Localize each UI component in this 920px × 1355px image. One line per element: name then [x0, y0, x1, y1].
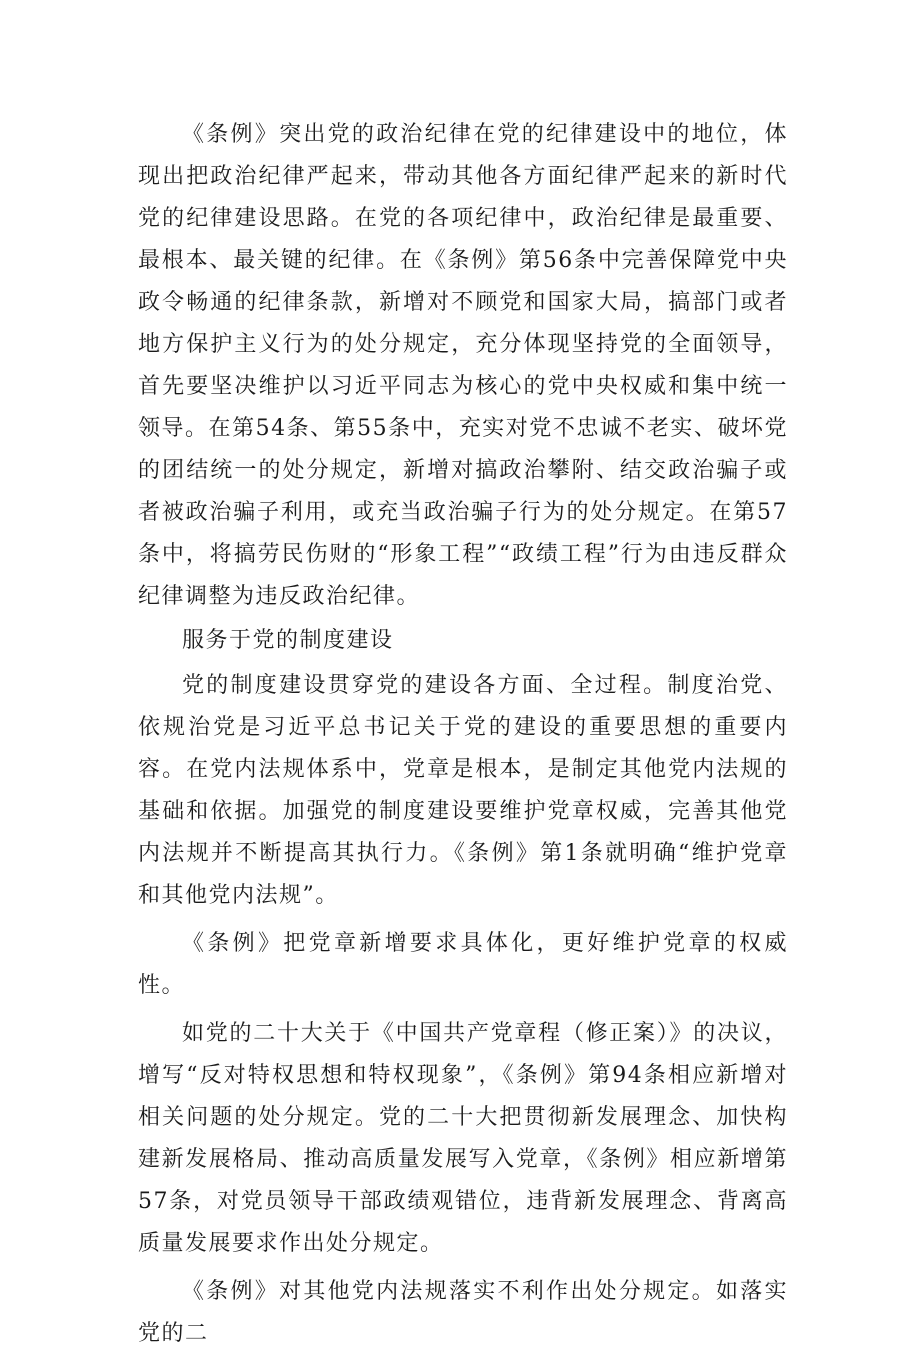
section-heading: 服务于党的制度建设 — [182, 628, 394, 653]
paragraph-other-regulations: 《条例》对其他党内法规落实不利作出处分规定。如落实党的二 — [138, 1279, 788, 1346]
paragraph-twentieth-congress: 如党的二十大关于《中国共产党章程（修正案）》的决议，增写“反对特权思想和特权现象”，《条例》第94条相应新增对相关问题的处分规定。党的二十大把贯彻新发展理念、加快构建新发展格局、推动高质量发展写入党章，《条例》相应新增第57条，对党员领导干部政绩观错位，违背新发展理念、背离高质量发展要求作出处分规定。 — [138, 1021, 788, 1256]
document-body — [138, 114, 788, 1355]
paragraph-party-constitution: 《条例》把党章新增要求具体化，更好维护党章的权威性。 — [138, 931, 788, 998]
paragraph-institution-building: 党的制度建设贯穿党的建设各方面、全过程。制度治党、依规治党是习近平总书记关于党的建设的重要思想的重要内容。在党内法规体系中，党章是根本，是制定其他党内法规的基础和依据。加强党的制度建设要维护党章权威，完善其他党内法规并不断提高其执行力。《条例》第1条就明确“维护党章和其他党内法规”。 — [138, 673, 788, 908]
paragraph-political-discipline: 《条例》突出党的政治纪律在党的纪律建设中的地位，体现出把政治纪律严起来，带动其他各方面纪律严起来的新时代党的纪律建设思路。在党的各项纪律中，政治纪律是最重要、最根本、最关键的纪律。在《条例》第56条中完善保障党中央政令畅通的纪律条款，新增对不顾党和国家大局，搞部门或者地方保护主义行为的处分规定，充分体现坚持党的全面领导，首先要坚决维护以习近平同志为核心的党中央权威和集中统一领导。在第54条、第55条中，充实对党不忠诚不老实、破坏党的团结统一的处分规定，新增对搞政治攀附、结交政治骗子或者被政治骗子利用，或充当政治骗子行为的处分规定。在第57条中，将搞劳民伤财的“形象工程”“政绩工程”行为由违反群众纪律调整为违反政治纪律。 — [138, 122, 788, 609]
